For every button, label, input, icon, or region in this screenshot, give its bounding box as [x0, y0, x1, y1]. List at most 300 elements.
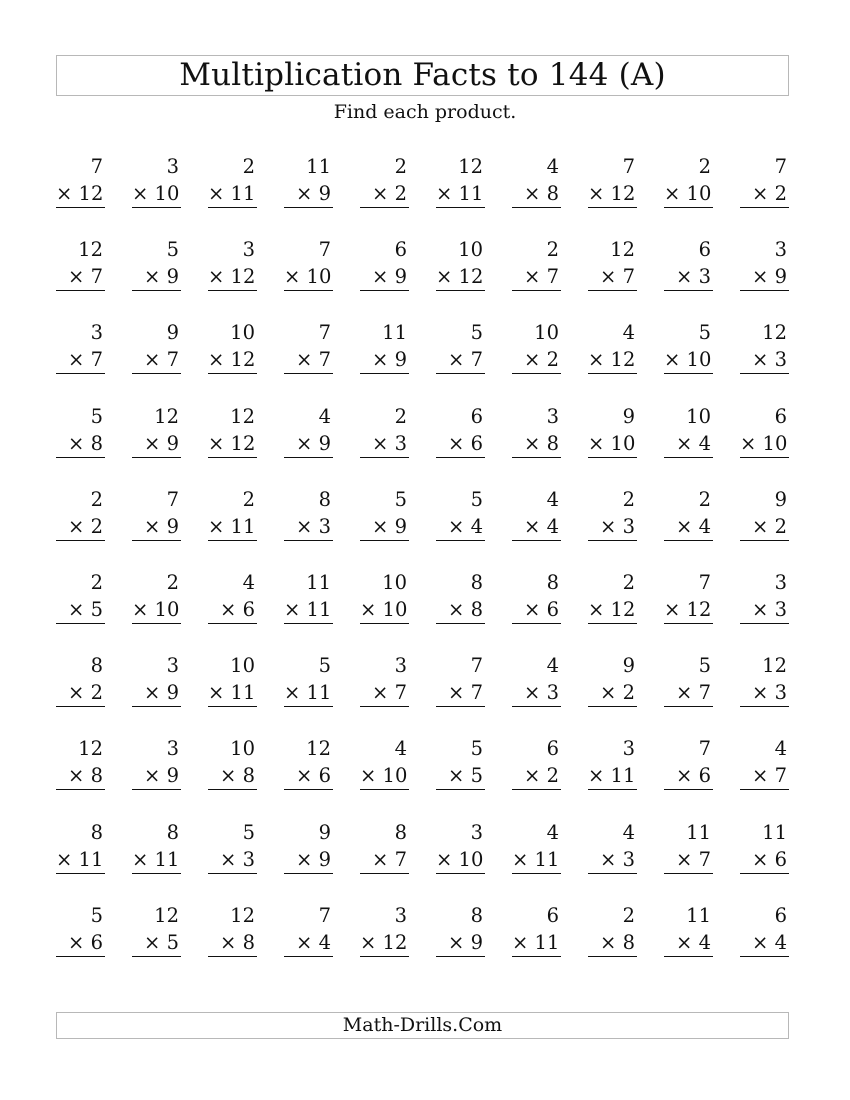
multiplication-problem [588, 236, 637, 292]
multiplicand: 2 [242, 155, 255, 178]
multiplicand: 6 [774, 404, 787, 428]
multiplier: × 9 [284, 846, 333, 874]
multiplier: × 10 [132, 180, 181, 208]
multiplicand: 3 [470, 820, 483, 844]
multiplication-problem [56, 819, 105, 875]
multiplier: × 7 [436, 346, 485, 374]
multiplicand: 3 [622, 737, 635, 761]
multiplicand: 4 [774, 737, 787, 761]
multiplication-problem [132, 403, 181, 459]
multiplication-problem [132, 819, 181, 875]
multiplier: × 2 [512, 762, 561, 790]
multiplication-problem [436, 486, 485, 542]
multiplication-problem [56, 569, 105, 625]
multiplier: × 8 [208, 762, 257, 790]
multiplier: × 11 [512, 929, 561, 957]
multiplicand: 3 [774, 570, 787, 594]
multiplicand: 5 [166, 238, 179, 262]
multiplier: × 7 [360, 846, 409, 874]
multiplication-problem [132, 319, 181, 375]
multiplication-problem [208, 486, 257, 542]
multiplicand: 3 [166, 654, 179, 678]
multiplier: × 3 [208, 846, 257, 874]
footer-site-name: Math-Drills.Com [342, 1014, 503, 1036]
multiplier: × 2 [512, 346, 561, 374]
multiplier: × 8 [208, 929, 257, 957]
multiplicand: 4 [546, 820, 559, 844]
multiplier: × 3 [512, 679, 561, 707]
multiplier: × 11 [284, 596, 333, 624]
multiplicand: 2 [698, 487, 711, 511]
multiplier: × 12 [588, 180, 637, 208]
multiplication-problem [512, 153, 561, 209]
multiplier: × 11 [132, 846, 181, 874]
multiplier: × 3 [588, 846, 637, 874]
multiplier: × 10 [664, 346, 713, 374]
multiplicand: 9 [318, 820, 331, 844]
multiplication-problem [284, 652, 333, 708]
multiplicand: 12 [762, 321, 787, 345]
multiplier: × 6 [436, 430, 485, 458]
title-box [56, 55, 789, 96]
multiplicand: 2 [622, 903, 635, 927]
multiplier: × 2 [360, 180, 409, 208]
multiplication-problem [284, 403, 333, 459]
multiplier: × 10 [588, 430, 637, 458]
multiplicand: 2 [622, 570, 635, 594]
multiplicand: 5 [698, 654, 711, 678]
multiplication-problem [664, 902, 713, 958]
multiplication-problem [512, 319, 561, 375]
multiplicand: 10 [686, 404, 711, 428]
multiplication-problem [436, 319, 485, 375]
multiplication-problem [740, 153, 789, 209]
multiplier: × 12 [436, 263, 485, 291]
multiplicand: 7 [318, 238, 331, 262]
multiplication-problem [132, 236, 181, 292]
multiplicand: 2 [166, 570, 179, 594]
multiplicand: 5 [698, 321, 711, 345]
multiplicand: 7 [622, 155, 635, 178]
multiplicand: 7 [318, 321, 331, 345]
multiplicand: 11 [686, 820, 711, 844]
multiplicand: 4 [622, 321, 635, 345]
multiplicand: 8 [166, 820, 179, 844]
multiplier: × 3 [664, 263, 713, 291]
multiplicand: 7 [774, 155, 787, 178]
multiplier: × 7 [512, 263, 561, 291]
multiplication-problem [512, 902, 561, 958]
multiplier: × 12 [664, 596, 713, 624]
multiplicand: 8 [90, 654, 103, 678]
multiplication-problem [132, 735, 181, 791]
multiplier: × 12 [208, 430, 257, 458]
multiplication-problem [512, 403, 561, 459]
multiplicand: 10 [230, 321, 255, 345]
multiplier: × 4 [664, 929, 713, 957]
multiplier: × 12 [588, 596, 637, 624]
multiplication-problem [664, 403, 713, 459]
multiplicand: 11 [382, 321, 407, 345]
multiplication-problem [740, 486, 789, 542]
multiplicand: 8 [318, 487, 331, 511]
multiplication-problem [436, 735, 485, 791]
multiplicand: 4 [242, 570, 255, 594]
multiplier: × 7 [56, 346, 105, 374]
multiplier: × 9 [132, 430, 181, 458]
multiplicand: 7 [470, 654, 483, 678]
multiplication-problem [740, 236, 789, 292]
footer-box [56, 1012, 789, 1039]
multiplication-problem [56, 403, 105, 459]
multiplier: × 7 [664, 679, 713, 707]
multiplication-problem [208, 153, 257, 209]
multiplication-problem [512, 652, 561, 708]
multiplication-problem [436, 403, 485, 459]
multiplier: × 11 [588, 762, 637, 790]
multiplier: × 7 [284, 346, 333, 374]
multiplication-problem [740, 652, 789, 708]
multiplier: × 10 [436, 846, 485, 874]
multiplication-problem [208, 652, 257, 708]
multiplication-problem [284, 569, 333, 625]
multiplicand: 11 [306, 155, 331, 178]
multiplier: × 7 [436, 679, 485, 707]
multiplier: × 7 [740, 762, 789, 790]
multiplication-problem [436, 236, 485, 292]
multiplication-problem [588, 319, 637, 375]
multiplier: × 4 [512, 513, 561, 541]
multiplicand: 10 [382, 570, 407, 594]
multiplier: × 7 [588, 263, 637, 291]
multiplicand: 10 [230, 654, 255, 678]
multiplicand: 3 [546, 404, 559, 428]
multiplier: × 3 [740, 679, 789, 707]
multiplicand: 5 [470, 737, 483, 761]
multiplier: × 3 [284, 513, 333, 541]
multiplication-problem [588, 652, 637, 708]
multiplication-problem [740, 319, 789, 375]
worksheet-instructions: Find each product. [333, 101, 517, 123]
multiplication-problem [512, 735, 561, 791]
multiplier: × 11 [56, 846, 105, 874]
multiplicand: 6 [698, 238, 711, 262]
multiplicand: 12 [78, 737, 103, 761]
multiplicand: 12 [762, 654, 787, 678]
multiplication-problem [588, 735, 637, 791]
multiplicand: 3 [166, 737, 179, 761]
multiplication-problem [360, 236, 409, 292]
multiplication-problem [588, 403, 637, 459]
multiplier: × 12 [208, 346, 257, 374]
multiplicand: 2 [90, 570, 103, 594]
multiplication-problem [436, 153, 485, 209]
multiplication-problem [360, 569, 409, 625]
multiplicand: 12 [610, 238, 635, 262]
multiplicand: 3 [242, 238, 255, 262]
multiplication-problem [436, 569, 485, 625]
multiplicand: 12 [78, 238, 103, 262]
multiplier: × 9 [132, 762, 181, 790]
multiplicand: 12 [458, 155, 483, 178]
multiplier: × 2 [56, 513, 105, 541]
multiplicand: 5 [318, 654, 331, 678]
multiplicand: 5 [242, 820, 255, 844]
multiplier: × 9 [360, 513, 409, 541]
multiplication-problem [208, 902, 257, 958]
problem-grid [56, 153, 789, 985]
multiplier: × 11 [208, 513, 257, 541]
multiplicand: 5 [470, 487, 483, 511]
multiplication-problem [740, 735, 789, 791]
multiplier: × 7 [664, 846, 713, 874]
multiplication-problem [132, 902, 181, 958]
multiplier: × 4 [664, 430, 713, 458]
multiplier: × 11 [512, 846, 561, 874]
multiplicand: 8 [470, 570, 483, 594]
multiplicand: 4 [546, 155, 559, 178]
multiplication-problem [208, 569, 257, 625]
multiplier: × 8 [56, 430, 105, 458]
multiplicand: 9 [166, 321, 179, 345]
multiplicand: 7 [698, 737, 711, 761]
multiplier: × 8 [436, 596, 485, 624]
multiplier: × 10 [132, 596, 181, 624]
multiplier: × 6 [740, 846, 789, 874]
multiplication-problem [664, 319, 713, 375]
multiplier: × 9 [132, 679, 181, 707]
multiplication-problem [132, 569, 181, 625]
multiplication-problem [588, 486, 637, 542]
multiplication-problem [284, 486, 333, 542]
multiplication-problem [132, 652, 181, 708]
multiplier: × 7 [132, 346, 181, 374]
multiplier: × 9 [360, 263, 409, 291]
multiplication-problem [208, 819, 257, 875]
multiplication-problem [512, 236, 561, 292]
multiplicand: 10 [230, 737, 255, 761]
multiplication-problem [512, 569, 561, 625]
multiplication-problem [284, 153, 333, 209]
worksheet-title: Multiplication Facts to 144 (A) [179, 57, 666, 93]
multiplication-problem [664, 486, 713, 542]
multiplier: × 2 [740, 180, 789, 208]
multiplicand: 6 [546, 737, 559, 761]
multiplicand: 11 [686, 903, 711, 927]
multiplier: × 2 [588, 679, 637, 707]
multiplication-problem [588, 902, 637, 958]
multiplicand: 6 [470, 404, 483, 428]
multiplicand: 6 [394, 238, 407, 262]
multiplier: × 9 [436, 929, 485, 957]
multiplicand: 4 [546, 487, 559, 511]
multiplicand: 11 [762, 820, 787, 844]
multiplication-problem [56, 486, 105, 542]
multiplier: × 6 [284, 762, 333, 790]
multiplicand: 3 [394, 903, 407, 927]
multiplication-problem [740, 902, 789, 958]
multiplicand: 6 [774, 903, 787, 927]
multiplication-problem [512, 819, 561, 875]
multiplicand: 8 [394, 820, 407, 844]
multiplication-problem [56, 153, 105, 209]
multiplicand: 2 [622, 487, 635, 511]
multiplier: × 9 [132, 513, 181, 541]
multiplication-problem [588, 153, 637, 209]
multiplier: × 10 [360, 596, 409, 624]
multiplicand: 12 [154, 404, 179, 428]
multiplication-problem [284, 236, 333, 292]
multiplication-problem [436, 652, 485, 708]
multiplier: × 8 [512, 180, 561, 208]
multiplication-problem [56, 652, 105, 708]
multiplicand: 3 [394, 654, 407, 678]
multiplication-problem [588, 569, 637, 625]
multiplier: × 12 [56, 180, 105, 208]
multiplication-problem [664, 569, 713, 625]
multiplicand: 3 [166, 155, 179, 178]
multiplier: × 12 [588, 346, 637, 374]
multiplicand: 5 [394, 487, 407, 511]
multiplication-problem [664, 652, 713, 708]
multiplier: × 12 [208, 263, 257, 291]
multiplication-problem [208, 236, 257, 292]
multiplicand: 5 [470, 321, 483, 345]
multiplier: × 10 [740, 430, 789, 458]
multiplier: × 10 [284, 263, 333, 291]
multiplier: × 12 [360, 929, 409, 957]
multiplication-problem [436, 902, 485, 958]
multiplier: × 5 [436, 762, 485, 790]
multiplicand: 2 [394, 155, 407, 178]
multiplicand: 2 [698, 155, 711, 178]
multiplicand: 8 [470, 903, 483, 927]
multiplication-problem [208, 319, 257, 375]
multiplication-problem [284, 319, 333, 375]
multiplication-problem [360, 735, 409, 791]
multiplier: × 6 [208, 596, 257, 624]
multiplication-problem [360, 403, 409, 459]
multiplication-problem [284, 902, 333, 958]
multiplier: × 9 [360, 346, 409, 374]
multiplier: × 9 [284, 430, 333, 458]
multiplicand: 2 [546, 238, 559, 262]
multiplicand: 7 [698, 570, 711, 594]
multiplier: × 2 [56, 679, 105, 707]
multiplier: × 9 [284, 180, 333, 208]
multiplier: × 8 [512, 430, 561, 458]
multiplicand: 8 [546, 570, 559, 594]
multiplicand: 12 [306, 737, 331, 761]
multiplication-problem [360, 652, 409, 708]
multiplication-problem [56, 902, 105, 958]
multiplicand: 4 [546, 654, 559, 678]
multiplication-problem [208, 735, 257, 791]
multiplication-problem [208, 403, 257, 459]
multiplicand: 6 [546, 903, 559, 927]
multiplication-problem [56, 735, 105, 791]
multiplication-problem [664, 735, 713, 791]
multiplication-problem [360, 319, 409, 375]
multiplicand: 5 [90, 903, 103, 927]
multiplicand: 7 [90, 155, 103, 178]
multiplier: × 11 [208, 180, 257, 208]
multiplier: × 7 [360, 679, 409, 707]
multiplier: × 9 [132, 263, 181, 291]
multiplication-problem [740, 403, 789, 459]
multiplication-problem [132, 153, 181, 209]
multiplication-problem [664, 236, 713, 292]
multiplicand: 11 [306, 570, 331, 594]
multiplier: × 5 [56, 596, 105, 624]
multiplier: × 4 [284, 929, 333, 957]
multiplicand: 4 [394, 737, 407, 761]
multiplier: × 11 [436, 180, 485, 208]
multiplier: × 5 [132, 929, 181, 957]
multiplier: × 3 [588, 513, 637, 541]
multiplicand: 12 [230, 404, 255, 428]
multiplicand: 7 [318, 903, 331, 927]
multiplier: × 3 [740, 596, 789, 624]
multiplier: × 8 [56, 762, 105, 790]
multiplication-problem [56, 236, 105, 292]
multiplier: × 6 [56, 929, 105, 957]
multiplier: × 6 [512, 596, 561, 624]
multiplication-problem [132, 486, 181, 542]
multiplication-problem [436, 819, 485, 875]
multiplicand: 3 [90, 321, 103, 345]
multiplier: × 11 [208, 679, 257, 707]
multiplication-problem [740, 569, 789, 625]
multiplicand: 3 [774, 238, 787, 262]
multiplier: × 7 [56, 263, 105, 291]
multiplication-problem [360, 902, 409, 958]
multiplicand: 4 [318, 404, 331, 428]
multiplier: × 3 [360, 430, 409, 458]
multiplier: × 9 [740, 263, 789, 291]
multiplicand: 8 [90, 820, 103, 844]
multiplicand: 12 [230, 903, 255, 927]
multiplier: × 10 [664, 180, 713, 208]
multiplicand: 10 [534, 321, 559, 345]
multiplier: × 4 [436, 513, 485, 541]
multiplicand: 9 [774, 487, 787, 511]
multiplier: × 2 [740, 513, 789, 541]
multiplier: × 3 [740, 346, 789, 374]
multiplication-problem [664, 153, 713, 209]
multiplication-problem [664, 819, 713, 875]
multiplicand: 12 [154, 903, 179, 927]
multiplicand: 2 [242, 487, 255, 511]
multiplier: × 11 [284, 679, 333, 707]
multiplicand: 2 [394, 404, 407, 428]
multiplication-problem [588, 819, 637, 875]
multiplicand: 10 [458, 238, 483, 262]
multiplication-problem [284, 819, 333, 875]
multiplicand: 5 [90, 404, 103, 428]
multiplicand: 2 [90, 487, 103, 511]
multiplicand: 9 [622, 404, 635, 428]
multiplier: × 10 [360, 762, 409, 790]
multiplicand: 7 [166, 487, 179, 511]
multiplication-problem [360, 819, 409, 875]
multiplication-problem [284, 735, 333, 791]
multiplier: × 4 [664, 513, 713, 541]
multiplication-problem [360, 153, 409, 209]
multiplicand: 9 [622, 654, 635, 678]
multiplier: × 6 [664, 762, 713, 790]
multiplication-problem [56, 319, 105, 375]
